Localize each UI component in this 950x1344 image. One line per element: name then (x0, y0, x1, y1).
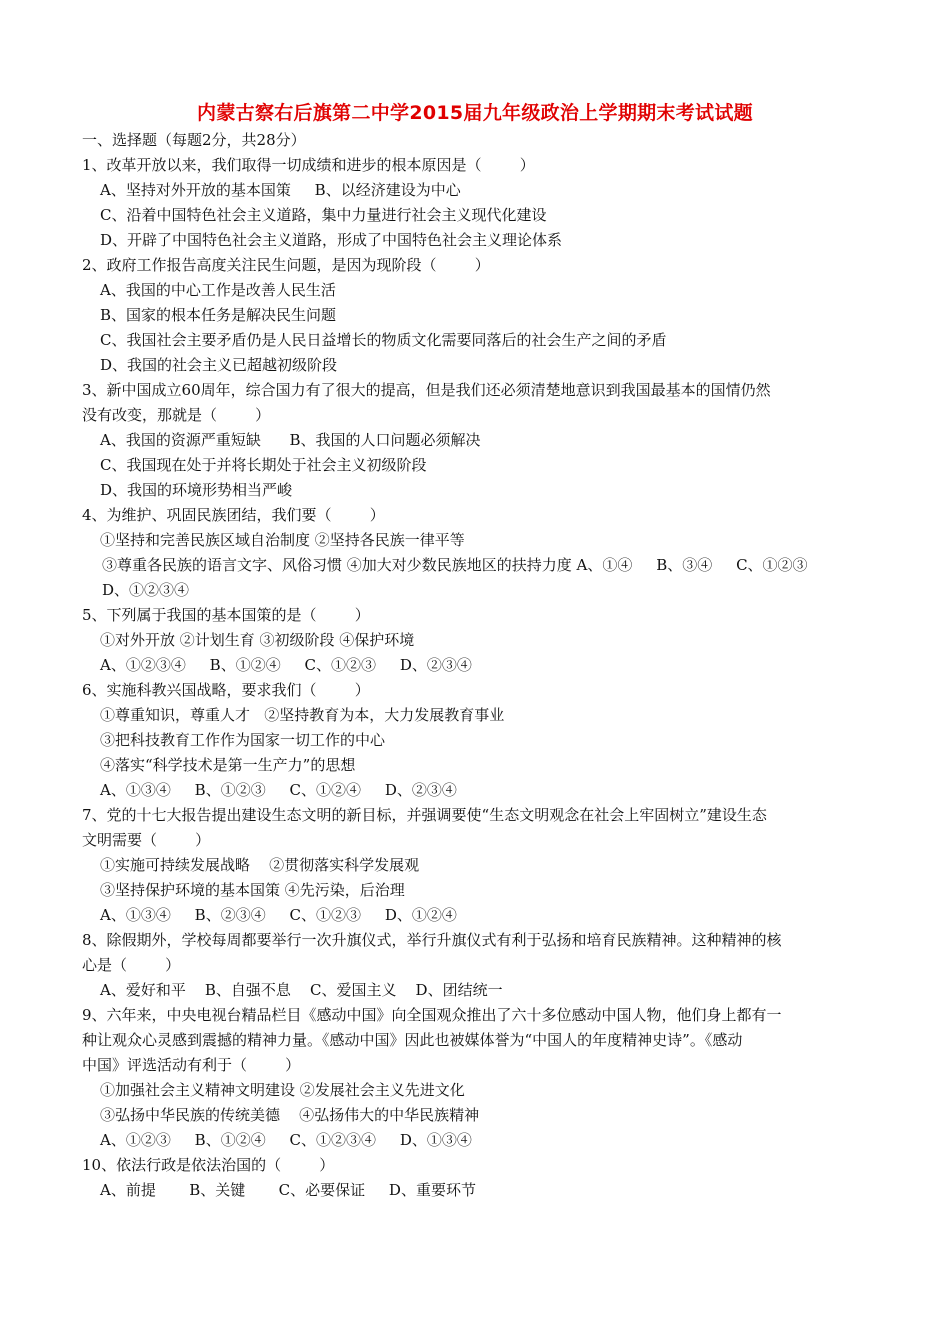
option-line: ①坚持和完善民族区域自治制度 ②坚持各民族一律平等 (100, 531, 465, 549)
option-line: A、我国的中心工作是改善人民生活 (100, 281, 336, 299)
option-line: A、我国的资源严重短缺 B、我国的人口问题必须解决 (100, 431, 481, 449)
option-line: ③尊重各民族的语言文字、风俗习惯 ④加大对少数民族地区的扶持力度 A、①④ B、③④ C、①②③ (102, 556, 808, 574)
option-line: D、我国的社会主义已超越初级阶段 (100, 356, 338, 374)
question-line: 一、选择题（每题2分，共28分） (82, 131, 306, 149)
option-line: ④落实“科学技术是第一生产力”的思想 (100, 756, 356, 774)
option-line: ③坚持保护环境的基本国策 ④先污染，后治理 (100, 881, 405, 899)
question-line: 9、六年来，中央电视台精品栏目《感动中国》向全国观众推出了六十多位感动中国人物，他们身上都有一 (82, 1006, 782, 1024)
option-line: C、沿着中国特色社会主义道路，集中力量进行社会主义现代化建设 (100, 206, 547, 224)
option-line: D、开辟了中国特色社会主义道路，形成了中国特色社会主义理论体系 (100, 231, 563, 249)
question-line: 没有改变，那就是（ ） (82, 406, 271, 424)
option-line: ①加强社会主义精神文明建设 ②发展社会主义先进文化 (100, 1081, 465, 1099)
question-line: 种让观众心灵感到震撼的精神力量。《感动中国》因此也被媒体誉为“中国人的年度精神史诗”。《感动 (82, 1031, 743, 1049)
option-line: ③把科技教育工作作为国家一切工作的中心 (100, 731, 386, 749)
option-line: ①对外开放 ②计划生育 ③初级阶段 ④保护环境 (100, 631, 415, 649)
question-line: 心是（ ） (82, 956, 181, 974)
option-line: ③弘扬中华民族的传统美德 ④弘扬伟大的中华民族精神 (100, 1106, 480, 1124)
question-line: 2、政府工作报告高度关注民生问题，是因为现阶段（ ） (82, 256, 490, 274)
question-line: 10、依法行政是依法治国的（ ） (82, 1156, 335, 1174)
question-list (82, 128, 872, 1203)
option-line: A、爱好和平 B、自强不息 C、爱国主义 D、团结统一 (100, 981, 503, 999)
option-line: D、①②③④ (102, 581, 190, 599)
option-line: C、我国社会主要矛盾仍是人民日益增长的物质文化需要同落后的社会生产之间的矛盾 (100, 331, 667, 349)
option-line: A、①②③ B、①②④ C、①②③④ D、①③④ (100, 1131, 472, 1149)
option-line: A、①③④ B、①②③ C、①②④ D、②③④ (100, 781, 457, 799)
question-line: 7、党的十七大报告提出建设生态文明的新目标，并强调要使“生态文明观念在社会上牢固树立”建设生态 (82, 806, 767, 824)
question-line: 8、除假期外，学校每周都要举行一次升旗仪式，举行升旗仪式有利于弘扬和培育民族精神。这种精神的核 (82, 931, 782, 949)
option-line: A、坚持对外开放的基本国策 B、以经济建设为中心 (100, 181, 461, 199)
question-line: 4、为维护、巩固民族团结，我们要（ ） (82, 506, 385, 524)
option-line: A、①②③④ B、①②④ C、①②③ D、②③④ (100, 656, 472, 674)
option-line: ①尊重知识，尊重人才 ②坚持教育为本，大力发展教育事业 (100, 706, 505, 724)
question-line: 文明需要（ ） (82, 831, 211, 849)
question-line: 1、改革开放以来，我们取得一切成绩和进步的根本原因是（ ） (82, 156, 535, 174)
question-line: 6、实施科教兴国战略，要求我们（ ） (82, 681, 370, 699)
option-line: A、①③④ B、②③④ C、①②③ D、①②④ (100, 906, 457, 924)
question-line: 3、新中国成立60周年，综合国力有了很大的提高，但是我们还必须清楚地意识到我国最基本的国情仍然 (82, 381, 771, 399)
option-line: A、前提 B、关键 C、必要保证 D、重要环节 (100, 1181, 476, 1199)
option-line: C、我国现在处于并将长期处于社会主义初级阶段 (100, 456, 427, 474)
option-line: B、国家的根本任务是解决民生问题 (100, 306, 337, 324)
option-line: ①实施可持续发展战略 ②贯彻落实科学发展观 (100, 856, 420, 874)
option-line: D、我国的环境形势相当严峻 (100, 481, 293, 499)
question-line: 5、下列属于我国的基本国策的是（ ） (82, 606, 370, 624)
page-title: 内蒙古察右后旗第二中学2015届九年级政治上学期期末考试试题 (197, 102, 753, 124)
question-line: 中国》评选活动有利于（ ） (82, 1056, 301, 1074)
